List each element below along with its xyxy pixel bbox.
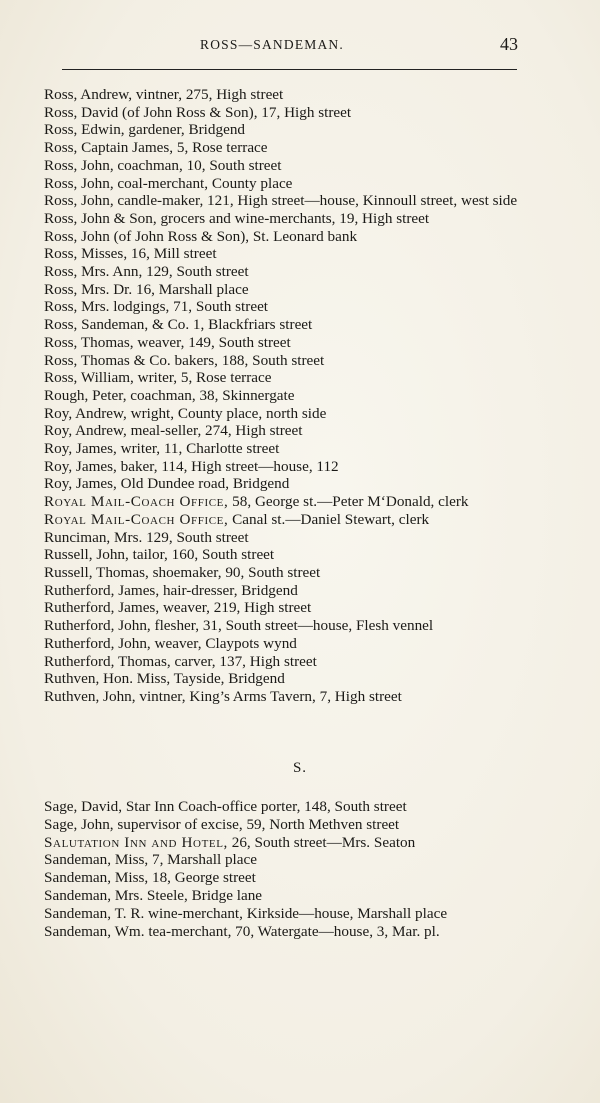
directory-entry bbox=[44, 228, 544, 246]
running-head bbox=[0, 34, 600, 58]
directory-entry bbox=[44, 245, 544, 263]
directory-entry bbox=[44, 564, 544, 582]
entry-text: Ross, Thomas, weaver, 149, South street bbox=[44, 333, 291, 351]
directory-entry bbox=[44, 422, 544, 440]
directory-entry bbox=[44, 440, 544, 458]
entry-text: Ross, John & Son, grocers and wine-merchants, 19, High street bbox=[44, 209, 430, 227]
entry-establishment-name: Royal Mail-Coach Office, bbox=[44, 493, 229, 511]
entry-text: Sandeman, T. R. wine-merchant, Kirkside—house, Marshall place bbox=[44, 904, 448, 922]
entry-text: Sandeman, Mrs. Steele, Bridge lane bbox=[44, 886, 263, 904]
entry-text: Canal st.—Daniel Stewart, clerk bbox=[228, 510, 430, 528]
entry-text: Roy, James, Old Dundee road, Bridgend bbox=[44, 475, 290, 493]
directory-entry bbox=[44, 210, 544, 228]
entry-text: Rutherford, John, flesher, 31, South street—house, Flesh vennel bbox=[44, 617, 434, 635]
directory-entry bbox=[44, 352, 544, 370]
directory-entry bbox=[44, 582, 544, 600]
entry-text: Ross, John, candle-maker, 121, High street—house, Kinnoull street, west side bbox=[44, 192, 518, 210]
entry-text: Ross, John, coachman, 10, South street bbox=[44, 156, 282, 174]
directory-entry bbox=[44, 192, 544, 210]
directory-entry bbox=[44, 104, 544, 122]
entry-text: Runciman, Mrs. 129, South street bbox=[44, 528, 249, 546]
entry-text: Ross, John (of John Ross & Son), St. Leonard bank bbox=[44, 227, 358, 245]
entry-text: Roy, Andrew, meal-seller, 274, High street bbox=[44, 422, 303, 440]
directory-entries-s bbox=[44, 798, 544, 940]
entry-text: Ross, Sandeman, & Co. 1, Blackfriars street bbox=[44, 316, 313, 334]
entry-text: Ruthven, John, vintner, King’s Arms Tavern, 7, High street bbox=[44, 687, 402, 705]
entry-text: Sandeman, Wm. tea-merchant, 70, Watergate—house, 3, Mar. pl. bbox=[44, 922, 440, 940]
directory-entry bbox=[44, 869, 544, 887]
entry-text: Ross, Mrs. Dr. 16, Marshall place bbox=[44, 280, 249, 298]
entry-text: Rutherford, James, weaver, 219, High street bbox=[44, 599, 312, 617]
directory-entry bbox=[44, 851, 544, 869]
page-number: 43 bbox=[500, 34, 518, 54]
directory-entry bbox=[44, 529, 544, 547]
entry-text: Ross, Mrs. Ann, 129, South street bbox=[44, 263, 249, 281]
directory-entry bbox=[44, 599, 544, 617]
directory-entry bbox=[44, 688, 544, 706]
directory-entry bbox=[44, 923, 544, 941]
directory-entry bbox=[44, 458, 544, 476]
entry-text: Roy, James, writer, 11, Charlotte street bbox=[44, 440, 280, 458]
directory-entries-r bbox=[44, 86, 544, 706]
directory-entry bbox=[44, 475, 544, 493]
entry-text: Rutherford, John, weaver, Claypots wynd bbox=[44, 634, 297, 652]
directory-entry bbox=[44, 175, 544, 193]
entry-text: Sage, John, supervisor of excise, 59, North Methven street bbox=[44, 815, 400, 833]
directory-entry bbox=[44, 387, 544, 405]
directory-entry bbox=[44, 511, 544, 529]
entry-text: Rough, Peter, coachman, 38, Skinnergate bbox=[44, 386, 295, 404]
directory-entry bbox=[44, 86, 544, 104]
directory-entry bbox=[44, 493, 544, 511]
directory-entry bbox=[44, 298, 544, 316]
entry-text: Russell, John, tailor, 160, South street bbox=[44, 546, 275, 564]
directory-entry bbox=[44, 798, 544, 816]
entry-text: Rutherford, James, hair-dresser, Bridgend bbox=[44, 581, 298, 599]
entry-text: Roy, Andrew, wright, County place, north side bbox=[44, 404, 327, 422]
entry-text: Ross, Thomas & Co. bakers, 188, South street bbox=[44, 351, 325, 369]
entry-text: Ross, Andrew, vintner, 275, High street bbox=[44, 86, 284, 103]
directory-entry bbox=[44, 816, 544, 834]
entry-text: 58, George st.—Peter M‘Donald, clerk bbox=[228, 493, 469, 511]
header-rule bbox=[62, 69, 517, 70]
directory-entry bbox=[44, 670, 544, 688]
directory-entry bbox=[44, 546, 544, 564]
entry-text: Ross, David (of John Ross & Son), 17, High street bbox=[44, 103, 352, 121]
entry-establishment-name: Royal Mail-Coach Office, bbox=[44, 510, 229, 528]
directory-entry bbox=[44, 334, 544, 352]
entry-text: Ross, Edwin, gardener, Bridgend bbox=[44, 121, 246, 139]
directory-entry bbox=[44, 316, 544, 334]
entry-text: Ruthven, Hon. Miss, Tayside, Bridgend bbox=[44, 670, 285, 688]
entry-text: Sage, David, Star Inn Coach-office porter, 148, South street bbox=[44, 798, 407, 815]
entry-establishment-name: Salutation Inn and Hotel, bbox=[44, 833, 228, 851]
entry-text: Ross, Mrs. lodgings, 71, South street bbox=[44, 298, 269, 316]
directory-entry bbox=[44, 887, 544, 905]
directory-entry bbox=[44, 157, 544, 175]
entry-text: 26, South street—Mrs. Seaton bbox=[227, 833, 416, 851]
entry-text: Sandeman, Miss, 18, George street bbox=[44, 869, 256, 887]
directory-entry bbox=[44, 139, 544, 157]
directory-entry bbox=[44, 121, 544, 139]
directory-entry bbox=[44, 834, 544, 852]
entry-text: Ross, Captain James, 5, Rose terrace bbox=[44, 139, 268, 157]
running-title: ROSS—SANDEMAN. bbox=[200, 37, 344, 52]
directory-entry bbox=[44, 635, 544, 653]
directory-entry bbox=[44, 405, 544, 423]
entry-text: Ross, Misses, 16, Mill street bbox=[44, 245, 217, 263]
entry-text: Ross, John, coal-merchant, County place bbox=[44, 174, 293, 192]
directory-entry bbox=[44, 905, 544, 923]
section-heading-s: S. bbox=[292, 760, 308, 776]
entry-text: Roy, James, baker, 114, High street—house, 112 bbox=[44, 457, 339, 475]
directory-entry bbox=[44, 653, 544, 671]
directory-entry bbox=[44, 369, 544, 387]
entry-text: Sandeman, Miss, 7, Marshall place bbox=[44, 851, 258, 869]
entry-text: Ross, William, writer, 5, Rose terrace bbox=[44, 369, 272, 387]
directory-entry bbox=[44, 617, 544, 635]
directory-entry bbox=[44, 281, 544, 299]
entry-text: Rutherford, Thomas, carver, 137, High street bbox=[44, 652, 317, 670]
directory-entry bbox=[44, 263, 544, 281]
entry-text: Russell, Thomas, shoemaker, 90, South street bbox=[44, 563, 321, 581]
